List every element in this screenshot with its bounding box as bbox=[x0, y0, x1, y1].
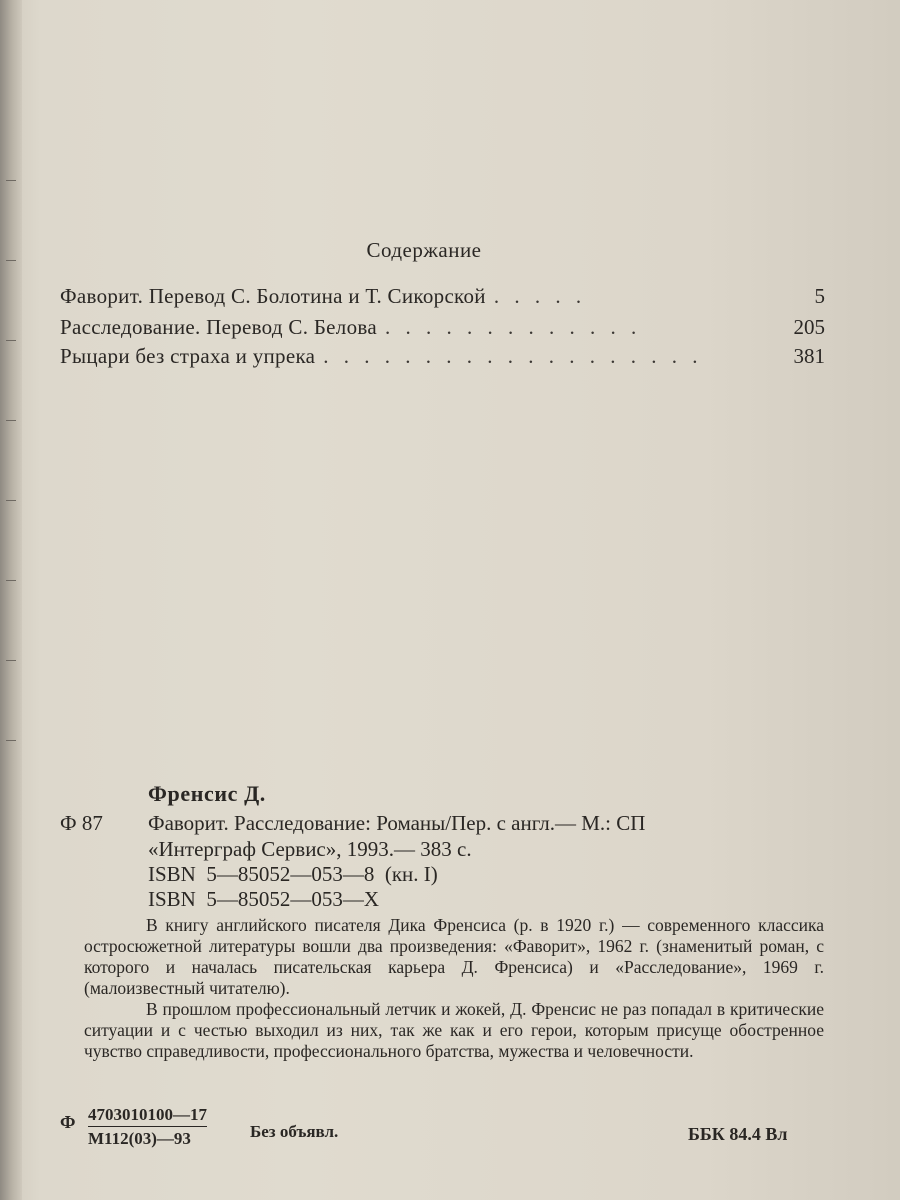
gutter-mark bbox=[6, 420, 16, 429]
bib-isbn-2: ISBN 5—85052—053—X bbox=[148, 887, 380, 911]
gutter-mark bbox=[6, 660, 16, 669]
classification-code: ББК 84.4 Вл bbox=[688, 1124, 788, 1144]
toc-entry bbox=[60, 344, 825, 370]
publisher-code-denominator: М112(03)—93 bbox=[88, 1129, 191, 1148]
toc-page-number: 5 bbox=[814, 284, 825, 308]
bib-isbn-1: ISBN 5—85052—053—8 (кн. I) bbox=[148, 862, 438, 886]
toc-leader-dots: . . . . . . . . . . . . . . . . . . . bbox=[323, 344, 703, 368]
publisher-code-numerator: 4703010100—17 bbox=[88, 1105, 207, 1127]
gutter-mark bbox=[6, 340, 16, 349]
abstract-paragraph: В книгу английского писателя Дика Френсиса (р. в 1920 г.) — современного классика остросюжетной литературы вошли два произведения: «Фаворит», 1962 г. (знаменитый роман, с которого и началась писательская карьера Д. Френсиса) и «Расследование», 1969 г. (малоизвестный читателю). bbox=[84, 915, 824, 998]
bib-title-line-2: «Интерграф Сервис», 1993.— 383 с. bbox=[148, 837, 472, 861]
toc-entry-label: Расследование. Перевод С. Белова bbox=[60, 315, 377, 339]
toc-page-number: 205 bbox=[793, 315, 825, 339]
gutter-mark bbox=[6, 500, 16, 509]
publisher-code bbox=[88, 1105, 207, 1149]
toc-entry bbox=[60, 315, 825, 341]
bib-author: Френсис Д. bbox=[148, 781, 266, 806]
gutter-mark bbox=[6, 180, 16, 189]
abstract-paragraph: В прошлом профессиональный летчик и жокей, Д. Френсис не раз попадал в критические ситуации и с честью выходил из них, так же как и его герои, которым присуще обостренное чувство справедливости, профессионального братства, мужества и человечности. bbox=[84, 999, 824, 1061]
toc-page-number: 381 bbox=[793, 344, 825, 368]
footer-note: Без объявл. bbox=[250, 1122, 339, 1141]
bib-call-number: Ф 87 bbox=[60, 811, 103, 835]
gutter-mark bbox=[6, 580, 16, 589]
gutter-mark bbox=[6, 740, 16, 749]
toc-leader-dots: . . . . . . . . . . . . . bbox=[384, 315, 642, 339]
toc-title: Содержание bbox=[366, 238, 482, 262]
footer-letter: Ф bbox=[60, 1112, 76, 1132]
toc-leader-dots: . . . . . bbox=[493, 284, 587, 308]
bib-title-line-1: Фаворит. Расследование: Романы/Пер. с англ.— М.: СП bbox=[148, 811, 646, 835]
toc-entry-label: Фаворит. Перевод С. Болотина и Т. Сикорской bbox=[60, 284, 486, 308]
toc-entry bbox=[60, 284, 825, 310]
toc-entry-label: Рыцари без страха и упрека bbox=[60, 344, 316, 368]
abstract bbox=[84, 915, 824, 1062]
